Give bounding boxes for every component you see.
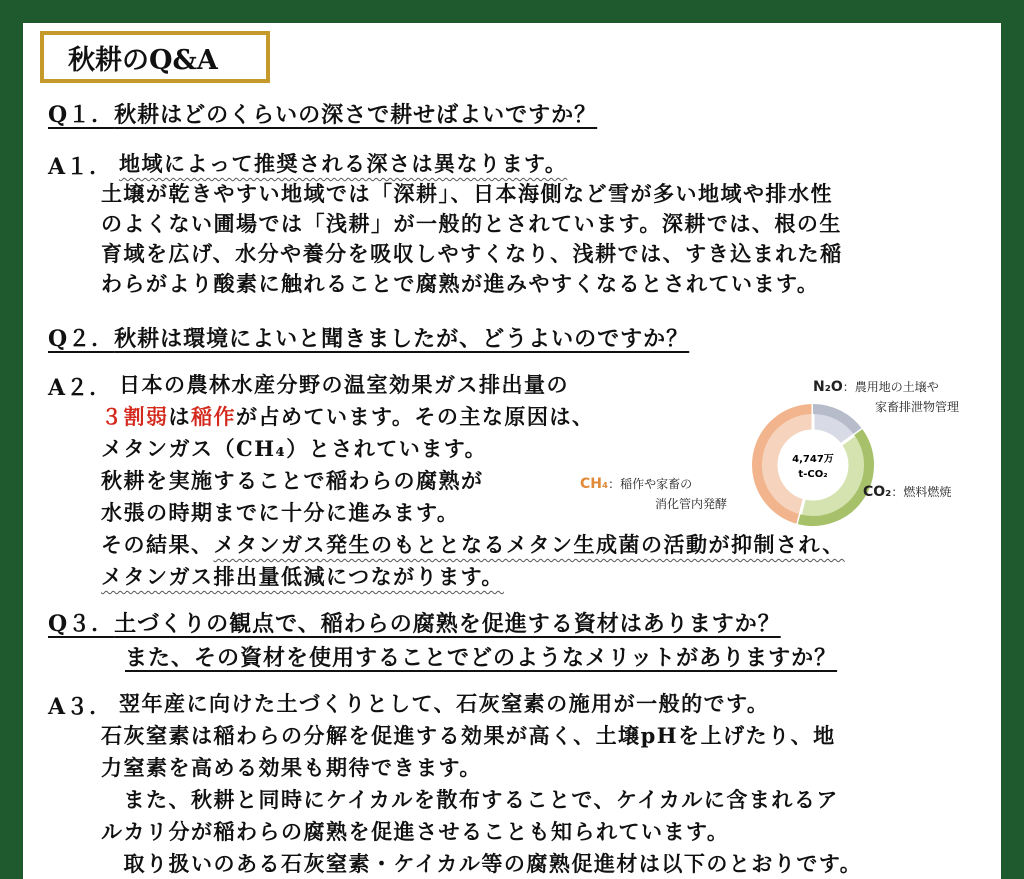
answer-3-line-5: ルカリ分が稲わらの腐熟を促進させることも知られています。 xyxy=(101,819,730,844)
answer-1-line-2: 土壌が乾きやすい地域では「深耕」、日本海側など雪が多い地域や排水性 xyxy=(101,181,833,206)
answer-3-label: A３． xyxy=(48,694,113,720)
legend-ch4-desc-2: 消化管内発酵 xyxy=(655,497,728,511)
emissions-donut-chart xyxy=(580,375,1003,545)
question-3-label: Q３． xyxy=(48,611,115,637)
legend-n2o xyxy=(813,378,939,395)
answer-3-line-3: 力窒素を高める効果も期待できます。 xyxy=(101,755,482,780)
answer-1-line-4: 育域を広げ、水分や養分を吸収しやすくなり、浅耕では、すき込まれた稲 xyxy=(101,241,843,266)
question-3 xyxy=(48,607,781,638)
answer-2-line-2-rest: が占めています。その主な原因は、 xyxy=(236,404,595,429)
answer-3-line-2: 石灰窒素は稲わらの分解を促進する効果が高く、土壌pHを上げたり、地 xyxy=(101,723,836,748)
legend-co2 xyxy=(863,483,951,500)
answer-2-line-1: 日本の農林水産分野の温室効果ガス排出量の xyxy=(119,372,569,397)
legend-n2o-desc-1: ：農用地の土壌や xyxy=(842,380,939,394)
question-1-label: Q１． xyxy=(48,102,115,128)
answer-3-line-1: 翌年産に向けた土づくりとして、石灰窒素の施用が一般的です。 xyxy=(119,691,770,716)
legend-co2-name: CO₂ xyxy=(863,484,892,500)
question-2-text: 秋耕は環境によいと聞きましたが、どうよいのですか？ xyxy=(114,326,690,352)
legend-n2o-desc-2: 家畜排泄物管理 xyxy=(875,400,960,414)
legend-co2-desc-1: ：燃料燃焼 xyxy=(891,485,952,499)
donut-total-unit: t-CO₂ xyxy=(798,469,828,480)
question-3-text-1: 土づくりの観点で、稲わらの腐熟を促進する資材はありますか？ xyxy=(114,611,781,637)
answer-2-line-5: 水張の時期までに十分に進みます。 xyxy=(101,500,460,525)
highlight-share: ３割弱 xyxy=(101,404,169,429)
donut-total-value: 4,747万 xyxy=(792,454,834,465)
answer-2-line-7: メタンガス排出量低減につながります。 xyxy=(101,564,504,589)
question-2-label: Q２． xyxy=(48,326,115,352)
answer-1-label: A１． xyxy=(48,154,113,180)
legend-ch4 xyxy=(580,475,692,492)
document-paper xyxy=(20,20,1004,879)
answer-1-line-1: 地域によって推奨される深さは異なります。 xyxy=(119,151,568,176)
answer-2-line-3: メタンガス（CH₄）とされています。 xyxy=(101,436,488,461)
question-3-text-2: また、その資材を使用することでどのようなメリットがありますか？ xyxy=(125,645,838,671)
answer-2-label: A２． xyxy=(48,375,113,401)
answer-2-line-2-mid: は xyxy=(168,404,191,429)
answer-2-line-4: 秋耕を実施することで稲わらの腐熟が xyxy=(101,468,484,493)
legend-ch4-name: CH₄ xyxy=(580,476,609,492)
answer-2-line-6-plain: その結果、 xyxy=(101,532,214,557)
answer-2-line-6-wavy: メタンガス発生のもととなるメタン生成菌の活動が抑制され、 xyxy=(213,532,845,557)
legend-n2o-name: N₂O xyxy=(813,379,843,395)
answer-2-line-2 xyxy=(101,401,594,431)
answer-1-line-3: のよくない圃場では「浅耕」が一般的とされています。深耕では、根の生 xyxy=(101,211,842,236)
answer-3-line-6: 取り扱いのある石灰窒素・ケイカル等の腐熟促進材は以下のとおりです。 xyxy=(101,851,863,876)
answer-1-line-5: わらがより酸素に触れることで腐熟が進みやすくなるとされています。 xyxy=(101,271,820,296)
question-2 xyxy=(48,322,689,353)
question-1 xyxy=(48,98,597,129)
legend-ch4-desc-1: ：稲作や家畜の xyxy=(608,477,693,491)
answer-3-line-4: また、秋耕と同時にケイカルを散布することで、ケイカルに含まれるア xyxy=(101,787,839,812)
page-title: 秋耕のQ&A xyxy=(40,31,270,83)
donut-hole xyxy=(783,435,843,495)
question-1-text: 秋耕はどのくらいの深さで耕せばよいですか？ xyxy=(114,102,598,128)
highlight-rice: 稲作 xyxy=(191,404,236,429)
